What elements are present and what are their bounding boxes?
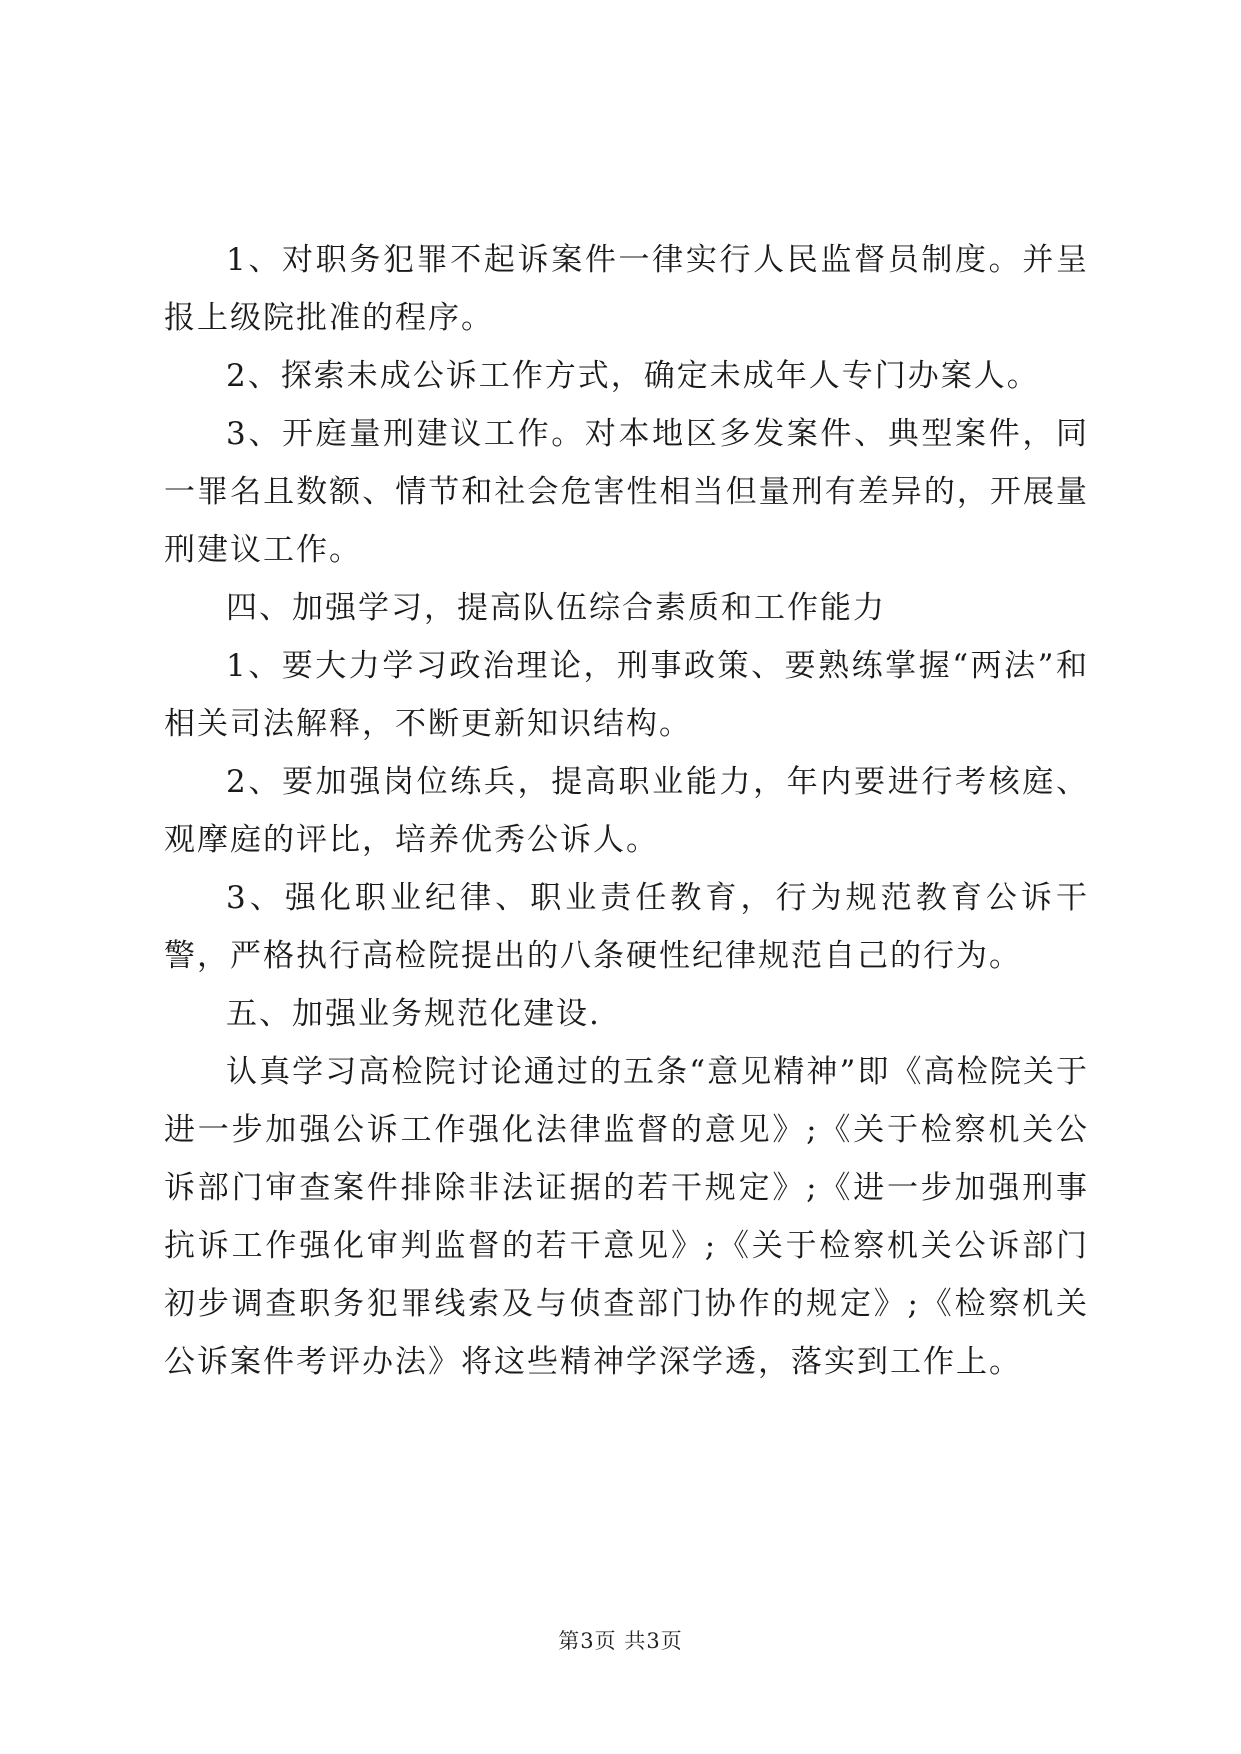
paragraph-item-3: 3、开庭量刑建议工作。对本地区多发案件、典型案件，同一罪名且数额、情节和社会危害性相当但量刑有差异的，开展量刑建议工作。 <box>164 416 1089 568</box>
section-heading-5: 五、加强业务规范化建设. <box>226 996 601 1032</box>
paragraph-item-5-body: 认真学习高检院讨论通过的五条“意见精神”即《高检院关于进一步加强公诉工作强化法律监督的意见》;《关于检察机关公诉部门审查案件排除非法证据的若干规定》;《进一步加强刑事抗诉工作强化审判监督的若干意见》;《关于检察机关公诉部门初步调查职务犯罪线索及与侦查部门协作的规定》;《检察机关公诉案件考评办法》将这些精神学深学透，落实到工作上。 <box>164 1054 1089 1380</box>
paragraph-item-2: 2、探索未成公诉工作方式，确定未成年人专门办案人。 <box>226 358 1040 394</box>
section-heading-4: 四、加强学习，提高队伍综合素质和工作能力 <box>226 590 886 626</box>
paragraph-item-1: 1、对职务犯罪不起诉案件一律实行人民监督员制度。并呈报上级院批准的程序。 <box>164 242 1089 336</box>
paragraph-item-4-3: 3、强化职业纪律、职业责任教育，行为规范教育公诉干警，严格执行高检院提出的八条硬性纪律规范自己的行为。 <box>164 880 1089 974</box>
paragraph-item-4-2: 2、要加强岗位练兵，提高职业能力，年内要进行考核庭、观摩庭的评比，培养优秀公诉人。 <box>164 764 1089 858</box>
page-footer <box>0 1626 1241 1656</box>
paragraph-item-4-1: 1、要大力学习政治理论，刑事政策、要熟练掌握“两法”和相关司法解释，不断更新知识结构。 <box>164 648 1089 742</box>
page-number-label: 第3页 共3页 <box>558 1629 683 1653</box>
document-body <box>164 231 1089 1391</box>
